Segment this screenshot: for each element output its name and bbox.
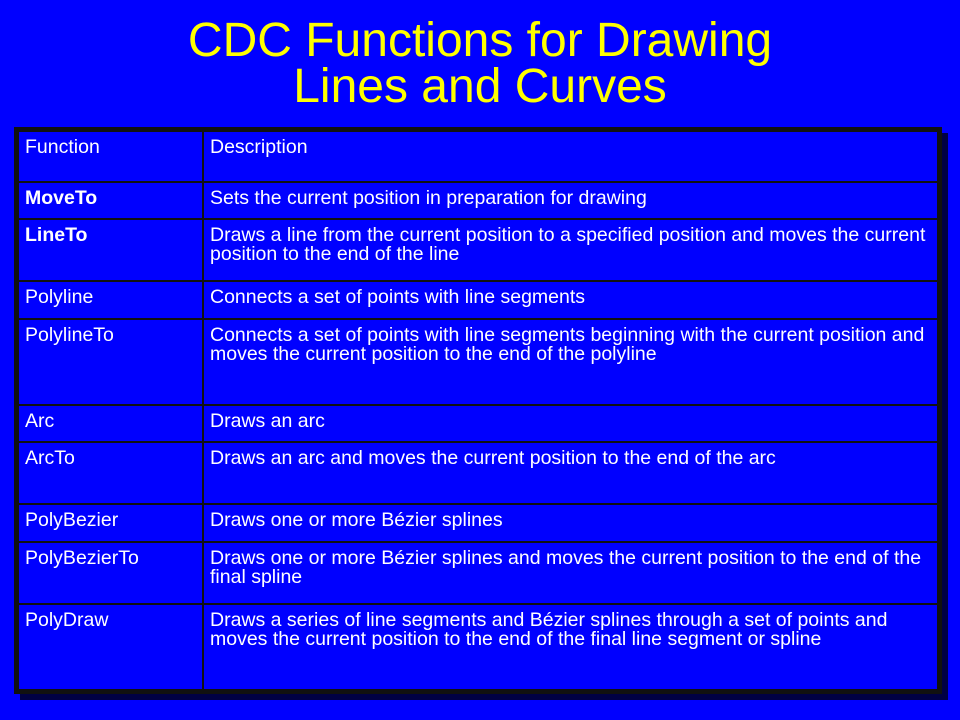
function-name: PolylineTo <box>18 319 203 405</box>
table-row <box>18 604 938 690</box>
function-description: Draws an arc <box>203 405 938 443</box>
function-description: Draws one or more Bézier splines and moves the current position to the end of the final spline <box>203 542 938 604</box>
table-row <box>18 542 938 604</box>
function-description: Draws one or more Bézier splines <box>203 504 938 542</box>
table-row <box>18 281 938 319</box>
function-description: Draws a line from the current position to a specified position and moves the current position to the end of the line <box>203 219 938 281</box>
table-row <box>18 442 938 504</box>
function-name: Polyline <box>18 281 203 319</box>
slide-title-line-1: CDC Functions for Drawing <box>187 14 773 67</box>
functions-table-frame <box>14 127 942 694</box>
table-header-row <box>18 131 938 182</box>
function-name: PolyBezier <box>18 504 203 542</box>
function-name: ArcTo <box>18 442 203 504</box>
table-row <box>18 219 938 281</box>
functions-table <box>17 130 939 691</box>
function-name: LineTo <box>18 219 203 281</box>
table-row <box>18 405 938 443</box>
header-description: Description <box>203 131 938 182</box>
table-row <box>18 504 938 542</box>
function-description: Connects a set of points with line segments beginning with the current position and moves the current position to the end of the polyline <box>203 319 938 405</box>
function-description: Connects a set of points with line segments <box>203 281 938 319</box>
slide-title <box>0 14 960 113</box>
function-name: Arc <box>18 405 203 443</box>
function-description: Draws a series of line segments and Bézier splines through a set of points and moves the current position to the end of the final line segment or spline <box>203 604 938 690</box>
function-name: PolyDraw <box>18 604 203 690</box>
slide-title-line-2: Lines and Curves <box>293 60 667 113</box>
table-row <box>18 182 938 220</box>
function-description: Draws an arc and moves the current position to the end of the arc <box>203 442 938 504</box>
header-function: Function <box>18 131 203 182</box>
function-name: PolyBezierTo <box>18 542 203 604</box>
function-name: MoveTo <box>18 182 203 220</box>
function-description: Sets the current position in preparation for drawing <box>203 182 938 220</box>
table-row <box>18 319 938 405</box>
